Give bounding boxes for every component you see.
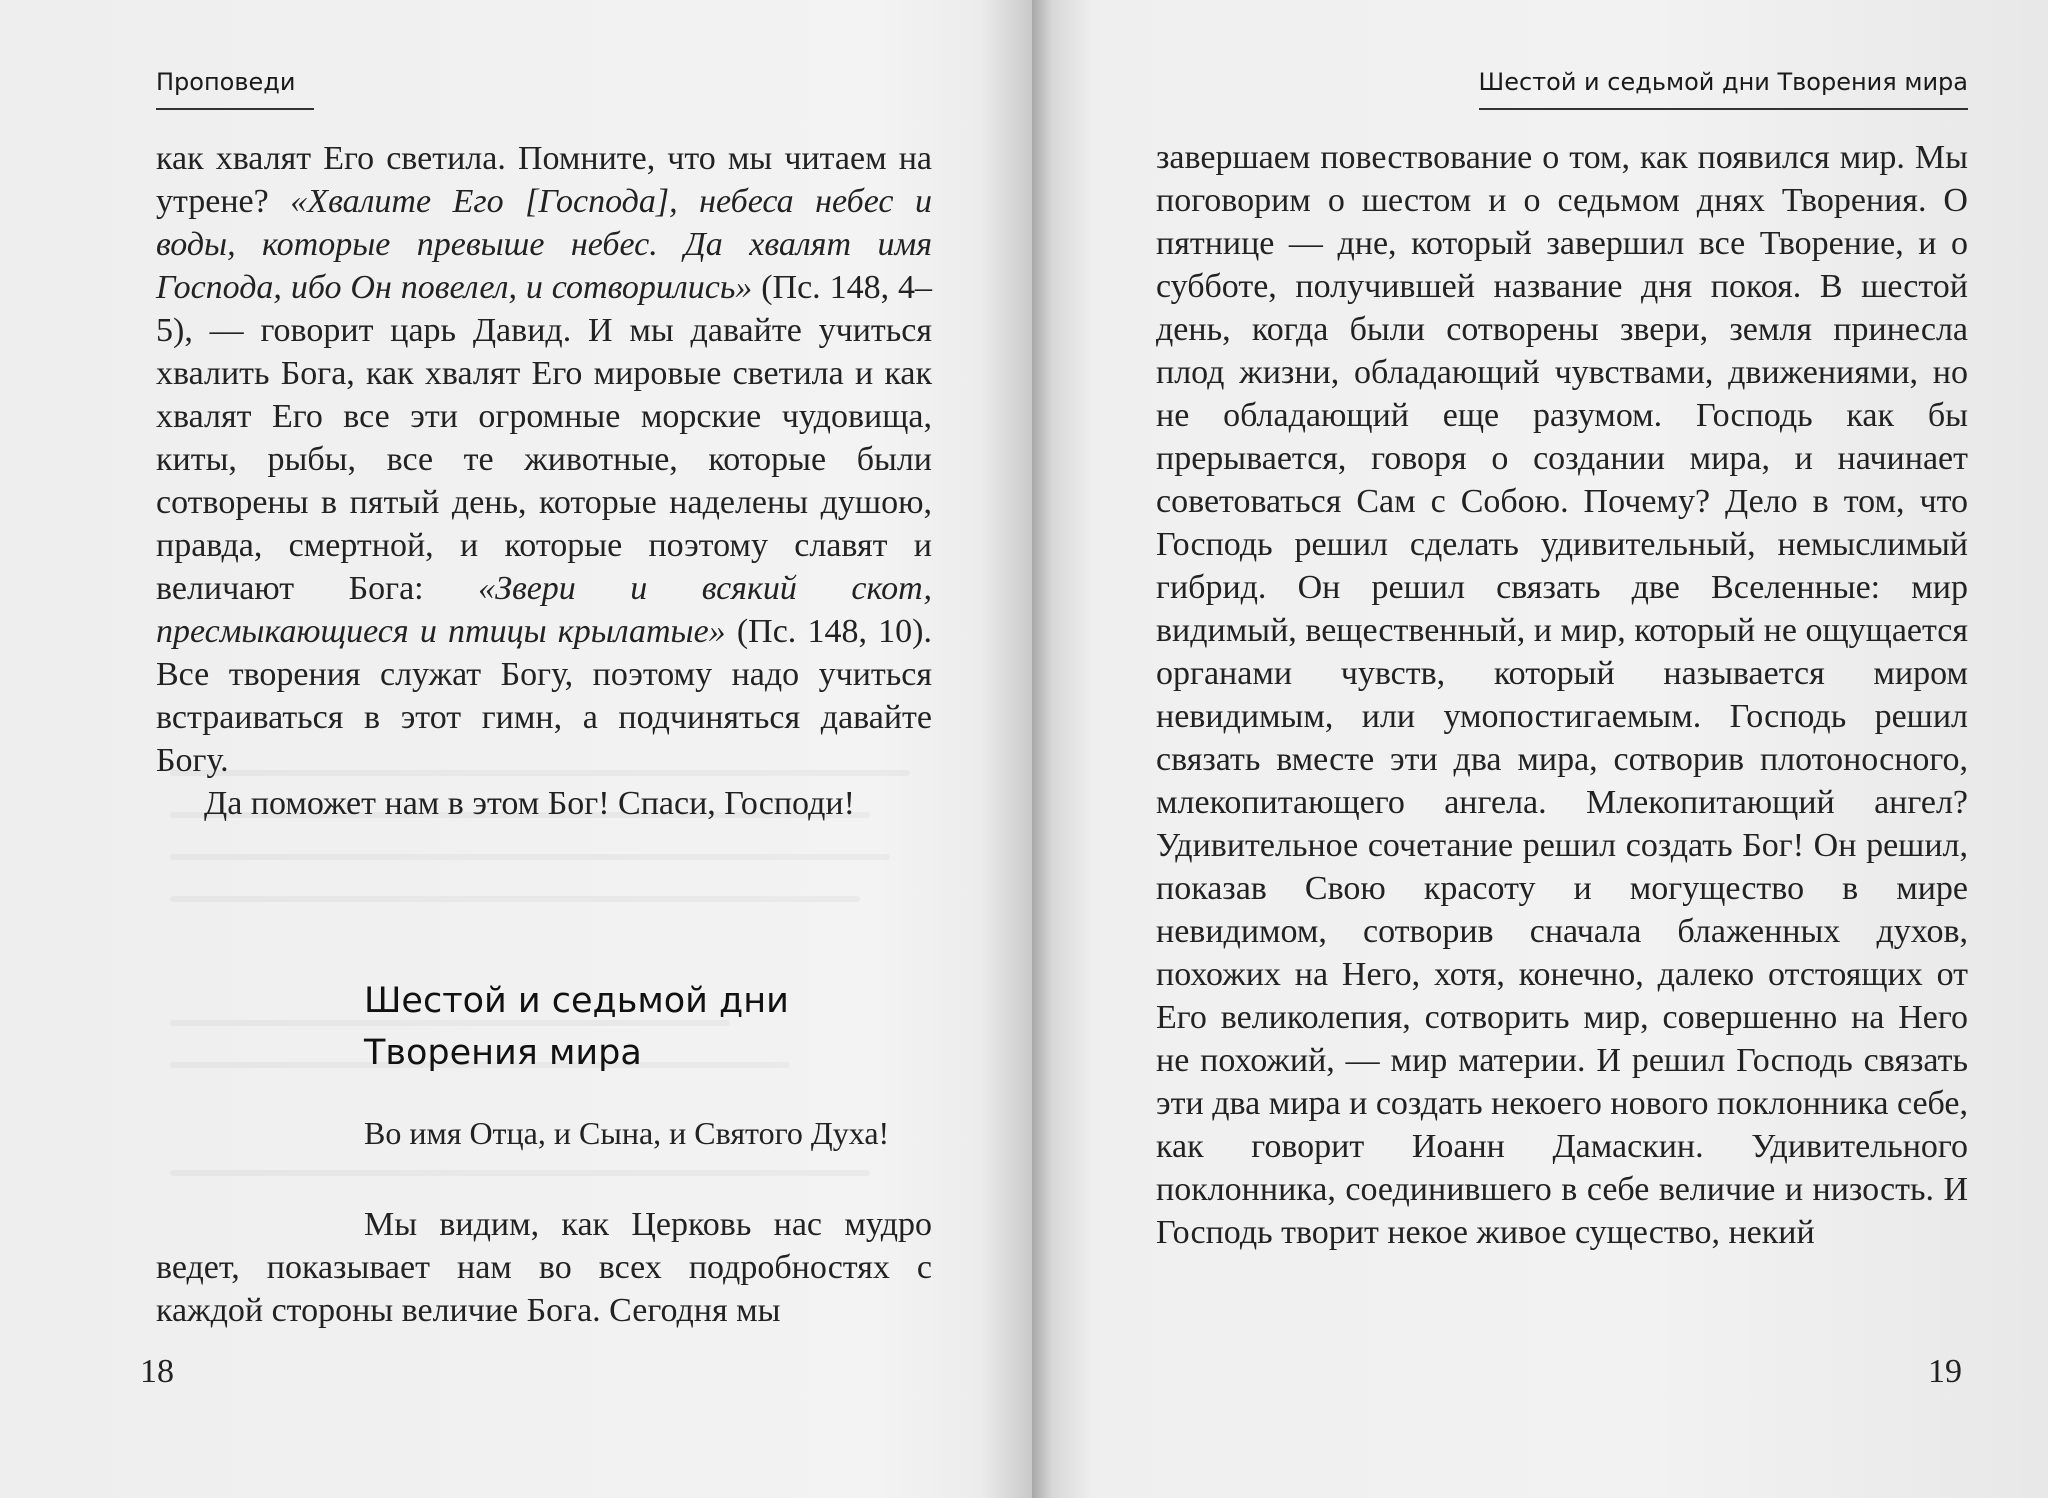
paragraph	[156, 137, 932, 782]
show-through-line	[170, 1170, 870, 1176]
running-head: Проповеди	[156, 68, 314, 110]
paragraph: завершаем повествование о том, как появился мир. Мы поговорим о шестом и о седьмом днях Творения. О пятнице — дне, который завершил все Творение, и о субботе, получившей название дня покоя. В шестой день, когда были сотворены звери, земля принесла плод жизни, обладающий чувствами, движениями, но не обладающий еще разумом. Господь как бы прерывается, говоря о создании мира, и начинает советоваться Сам с Собою. Почему? Дело в том, что Господь решил сделать удивительный, немыслимый гибрид. Он решил связать две Вселенные: мир видимый, вещественный, и мир, который не ощущается органами чувств, который называется миром невидимым, или умопостигаемым. Господь решил связать вместе эти два мира, сотворив плотоносного, млекопитающего ангела. Млекопитающий ангел? Удивительное сочетание решил создать Бог! Он решил, показав Свою красоту и могущество в мире невидимом, сотворив сначала блаженных духов, похожих на Него, хотя, конечно, далеко отстоящих от Его великолепия, сотворить мир, совершенно на Него не похожий, — мир материи. И решил Господь связать эти два мира и создать некоего нового поклонника себе, как говорит Иоанн Дамаскин. Удивительного поклонника, соединившего в себе величие и низость. И Господь творит некое живое существо, некий	[1156, 139, 1968, 1251]
section-heading-line: Шестой и седьмой дни	[364, 981, 789, 1021]
invocation: Во имя Отца, и Сына, и Святого Духа!	[364, 1115, 890, 1151]
right-page	[1032, 0, 2048, 1498]
show-through-line	[170, 854, 890, 860]
text-run: (Пс. 148, 4–5), — говорит царь Давид. И мы давайте учиться хвалить Бога, как хвалят Его мировые светила и как хвалят Его все эти огромные морские чудовища, киты, рыбы, все те животные, которые были сотворены в пятый день, которые наделены душою, правда, смертной, и которые поэтому славят и величают Бога:	[156, 269, 932, 607]
page-number: 18	[140, 1353, 174, 1390]
scripture-quote: «Звери и всякий скот, пресмыкающиеся и птицы крылатые»	[156, 570, 932, 650]
section-heading	[364, 975, 789, 1079]
body-text	[1156, 136, 1968, 1254]
scripture-quote: «Хвалите Его [Господа], небеса небес и воды, которые превыше небес. Да хвалят имя Господа, ибо Он повелел, и сотворились»	[156, 183, 932, 306]
section-heading-line: Творения мира	[364, 1033, 642, 1073]
page-number: 19	[1928, 1353, 1962, 1390]
closing-paragraph: Да поможет нам в этом Бог! Спаси, Господи!	[204, 785, 855, 822]
show-through-line	[170, 896, 860, 902]
text-run: как хвалят Его светила. Помните, что мы читаем на утрене?	[156, 140, 932, 220]
text-run: (Пс. 148, 10). Все творения служат Богу, поэтому надо учиться встраиваться в этот гимн, а подчиняться давайте Богу.	[156, 613, 932, 779]
paragraph: Мы видим, как Церковь нас мудро ведет, показывает нам во всех подробностях с каждой стороны величие Бога. Сегодня мы	[156, 1206, 932, 1329]
sermon-opening	[156, 1203, 932, 1332]
running-head: Шестой и седьмой дни Творения мира	[1479, 68, 1968, 110]
body-text	[156, 137, 932, 825]
